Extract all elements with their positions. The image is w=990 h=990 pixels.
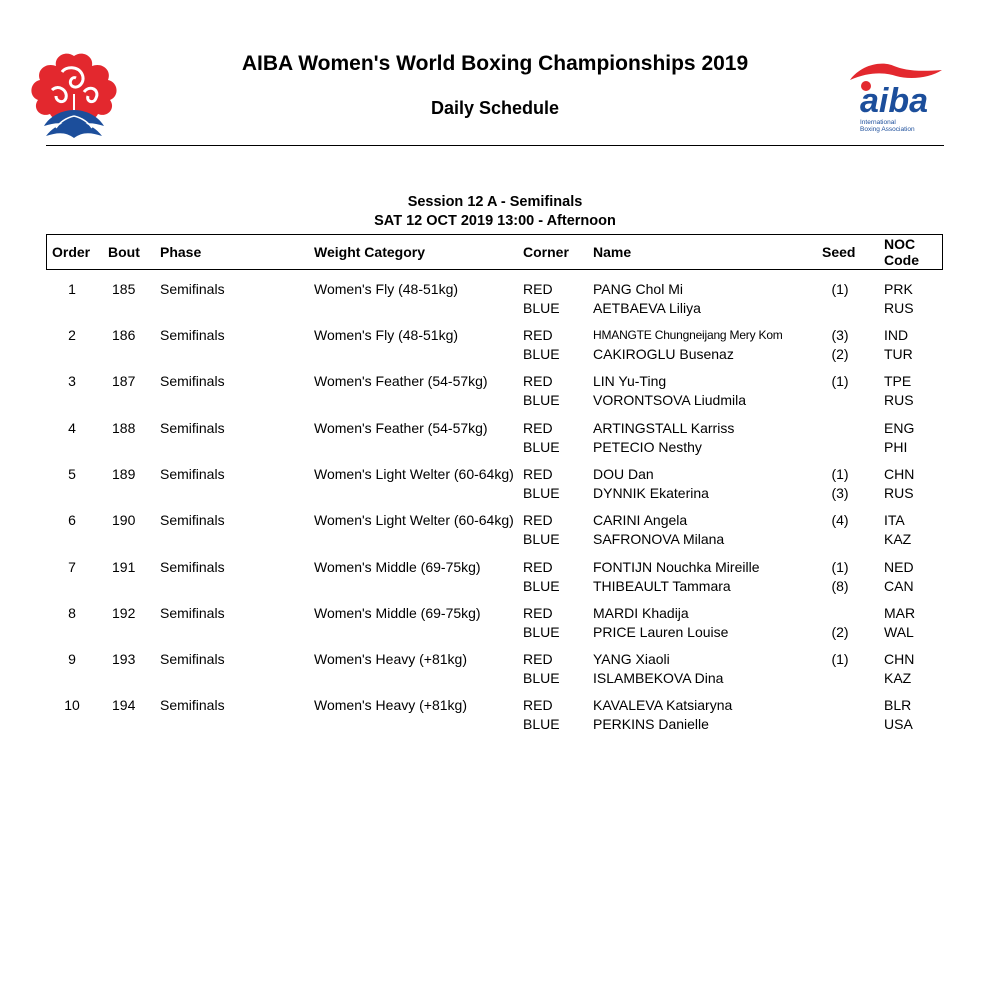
- column-header-noc: [884, 236, 919, 268]
- session-datetime: SAT 12 OCT 2019 13:00 - Afternoon: [374, 213, 616, 229]
- order-cell: 10: [64, 697, 80, 713]
- table-header: [46, 234, 943, 270]
- blue-corner: BLUE: [523, 299, 560, 316]
- order-cell: 4: [68, 420, 76, 436]
- table-row: [46, 419, 944, 465]
- blue-noc-code: RUS: [884, 299, 914, 316]
- red-corner: RED: [523, 466, 553, 482]
- phase-cell: Semifinals: [160, 697, 225, 713]
- weight-cell: Women's Light Welter (60-64kg): [314, 466, 514, 482]
- red-corner: RED: [523, 327, 553, 343]
- red-boxer-name: KAVALEVA Katsiaryna: [593, 697, 733, 713]
- blue-boxer-name: DYNNIK Ekaterina: [593, 484, 709, 501]
- blue-corner: BLUE: [523, 484, 560, 501]
- header-divider: [46, 145, 944, 146]
- aiba-logo: [846, 58, 946, 136]
- table-row: [46, 280, 944, 326]
- red-boxer-name: YANG Xiaoli: [593, 651, 670, 667]
- bout-cell: 189: [112, 466, 136, 482]
- red-boxer-name: ARTINGSTALL Karriss: [593, 420, 735, 436]
- bout-cell: 194: [112, 697, 136, 713]
- table-row: [46, 604, 944, 650]
- blue-corner: BLUE: [523, 577, 560, 594]
- red-noc-code: ENG: [884, 420, 915, 436]
- red-boxer-name: DOU Dan: [593, 466, 654, 482]
- red-seed: (1): [831, 651, 849, 667]
- blue-noc-code: KAZ: [884, 669, 912, 686]
- phase-cell: Semifinals: [160, 466, 225, 482]
- phase-cell: Semifinals: [160, 559, 225, 575]
- order-cell: 5: [68, 466, 76, 482]
- weight-cell: Women's Heavy (+81kg): [314, 697, 467, 713]
- red-corner: RED: [523, 420, 553, 436]
- red-boxer-name: CARINI Angela: [593, 512, 688, 528]
- column-header-noc-line2: Code: [884, 252, 919, 268]
- blue-corner: BLUE: [523, 345, 560, 362]
- table-row: [46, 511, 944, 557]
- aiba-logo-wordmark: aiba: [860, 82, 929, 120]
- document-title: AIBA Women's World Boxing Championships 2019: [241, 52, 749, 75]
- bout-cell: 186: [112, 327, 136, 343]
- red-boxer-name: PANG Chol Mi: [593, 281, 683, 297]
- blue-boxer-name: VORONTSOVA Liudmila: [593, 391, 747, 408]
- bout-cell: 192: [112, 605, 136, 621]
- weight-cell: Women's Feather (54-57kg): [314, 373, 488, 389]
- red-noc-code: NED: [884, 559, 914, 575]
- blue-noc-code: WAL: [884, 623, 914, 640]
- blue-boxer-name: CAKIROGLU Busenaz: [593, 345, 734, 362]
- phase-cell: Semifinals: [160, 327, 225, 343]
- red-noc-code: CHN: [884, 466, 915, 482]
- order-cell: 1: [68, 281, 76, 297]
- column-header-bout: Bout: [108, 244, 140, 260]
- blue-corner: BLUE: [523, 530, 560, 547]
- red-seed: (3): [831, 327, 849, 343]
- column-header-corner: Corner: [523, 244, 569, 260]
- red-noc-code: BLR: [884, 697, 912, 713]
- aiba-logo-caption-line2: Boxing Association: [860, 126, 915, 133]
- red-corner: RED: [523, 512, 553, 528]
- blue-noc-code: RUS: [884, 391, 914, 408]
- blue-boxer-name: THIBEAULT Tammara: [593, 577, 731, 594]
- bout-cell: 193: [112, 651, 136, 667]
- table-row: [46, 558, 944, 604]
- blue-noc-code: TUR: [884, 345, 913, 362]
- order-cell: 3: [68, 373, 76, 389]
- weight-cell: Women's Feather (54-57kg): [314, 420, 488, 436]
- bout-cell: 190: [112, 512, 136, 528]
- aiba-logo-caption-line1: International: [860, 119, 896, 126]
- column-header-noc-line1: NOC: [884, 236, 916, 252]
- column-header-name: Name: [593, 244, 632, 260]
- column-header-phase: Phase: [160, 244, 202, 260]
- red-corner: RED: [523, 373, 553, 389]
- bout-cell: 191: [112, 559, 136, 575]
- phase-cell: Semifinals: [160, 512, 225, 528]
- order-cell: 2: [68, 327, 76, 343]
- red-corner: RED: [523, 605, 553, 621]
- red-noc-code: ITA: [884, 512, 905, 528]
- column-header-order: Order: [52, 244, 91, 260]
- weight-cell: Women's Fly (48-51kg): [314, 327, 459, 343]
- session-title: Session 12 A - Semifinals: [407, 194, 583, 210]
- blue-noc-code: RUS: [884, 484, 914, 501]
- weight-cell: Women's Middle (69-75kg): [314, 605, 481, 621]
- order-cell: 6: [68, 512, 76, 528]
- weight-cell: Women's Light Welter (60-64kg): [314, 512, 514, 528]
- red-noc-code: PRK: [884, 281, 913, 297]
- red-seed: (1): [831, 466, 849, 482]
- order-cell: 8: [68, 605, 76, 621]
- blue-corner: BLUE: [523, 715, 560, 732]
- red-boxer-name: MARDI Khadija: [593, 605, 689, 621]
- phase-cell: Semifinals: [160, 420, 225, 436]
- red-seed: (1): [831, 559, 849, 575]
- blue-seed: (3): [831, 484, 849, 501]
- document-subtitle: Daily Schedule: [430, 98, 560, 118]
- blue-seed: (2): [831, 345, 849, 362]
- table-row: [46, 650, 944, 696]
- blue-noc-code: USA: [884, 715, 913, 732]
- red-boxer-name: FONTIJN Nouchka Mireille: [593, 559, 760, 575]
- table-row: [46, 696, 944, 742]
- bout-cell: 187: [112, 373, 136, 389]
- phase-cell: Semifinals: [160, 373, 225, 389]
- blue-boxer-name: PERKINS Danielle: [593, 715, 709, 732]
- bout-cell: 185: [112, 281, 136, 297]
- table-row: [46, 372, 944, 418]
- red-noc-code: IND: [884, 327, 909, 343]
- red-corner: RED: [523, 559, 553, 575]
- weight-cell: Women's Heavy (+81kg): [314, 651, 467, 667]
- table-row: [46, 326, 944, 372]
- red-corner: RED: [523, 697, 553, 713]
- blue-noc-code: CAN: [884, 577, 914, 594]
- column-header-weight: Weight Category: [314, 244, 425, 260]
- phase-cell: Semifinals: [160, 605, 225, 621]
- red-corner: RED: [523, 651, 553, 667]
- red-corner: RED: [523, 281, 553, 297]
- blue-seed: (8): [831, 577, 849, 594]
- order-cell: 9: [68, 651, 76, 667]
- blue-boxer-name: AETBAEVA Liliya: [593, 299, 701, 316]
- weight-cell: Women's Fly (48-51kg): [314, 281, 459, 297]
- red-boxer-name: HMANGTE Chungneijang Mery Kom: [593, 328, 783, 342]
- column-header-seed: Seed: [822, 244, 856, 260]
- red-seed: (1): [831, 373, 849, 389]
- order-cell: 7: [68, 559, 76, 575]
- table-row: [46, 465, 944, 511]
- blue-noc-code: KAZ: [884, 530, 912, 547]
- phase-cell: Semifinals: [160, 281, 225, 297]
- weight-cell: Women's Middle (69-75kg): [314, 559, 481, 575]
- red-seed: (4): [831, 512, 849, 528]
- blue-boxer-name: SAFRONOVA Milana: [593, 530, 725, 547]
- phase-cell: Semifinals: [160, 651, 225, 667]
- red-boxer-name: LIN Yu-Ting: [593, 373, 667, 389]
- blue-corner: BLUE: [523, 623, 560, 640]
- blue-corner: BLUE: [523, 391, 560, 408]
- blue-corner: BLUE: [523, 669, 560, 686]
- red-noc-code: CHN: [884, 651, 915, 667]
- blue-noc-code: PHI: [884, 438, 908, 455]
- blue-boxer-name: PETECIO Nesthy: [593, 438, 702, 455]
- blue-seed: (2): [831, 623, 849, 640]
- bout-cell: 188: [112, 420, 136, 436]
- red-seed: (1): [831, 281, 849, 297]
- red-noc-code: TPE: [884, 373, 912, 389]
- blue-corner: BLUE: [523, 438, 560, 455]
- red-noc-code: MAR: [884, 605, 916, 621]
- blue-boxer-name: ISLAMBEKOVA Dina: [593, 669, 724, 686]
- blue-boxer-name: PRICE Lauren Louise: [593, 623, 729, 640]
